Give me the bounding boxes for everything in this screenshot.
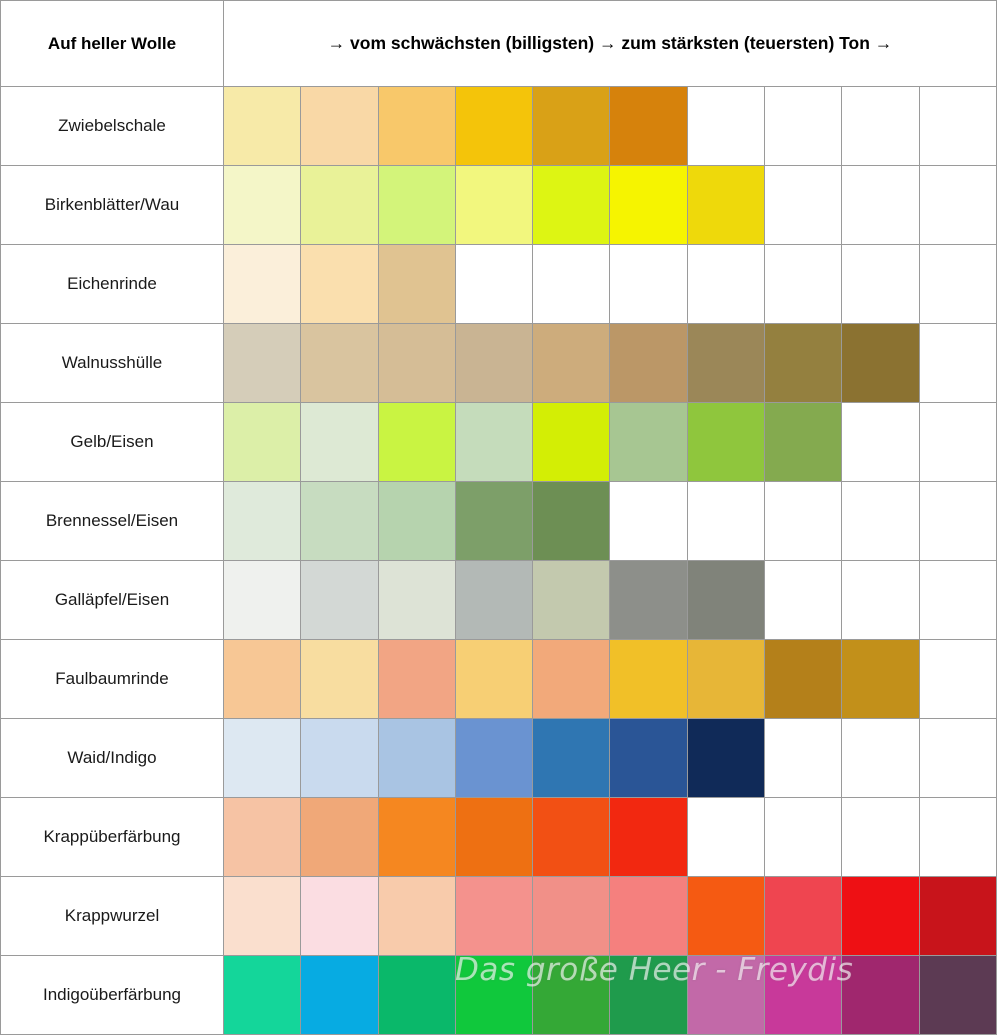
color-swatch xyxy=(610,166,687,245)
color-swatch xyxy=(533,87,610,166)
table-row xyxy=(1,166,997,245)
color-swatch xyxy=(842,798,919,877)
color-swatch xyxy=(455,719,532,798)
color-swatch xyxy=(378,245,455,324)
table-row xyxy=(1,640,997,719)
color-swatch xyxy=(224,87,301,166)
color-swatch xyxy=(301,324,378,403)
color-swatch xyxy=(378,166,455,245)
table-row xyxy=(1,956,997,1035)
color-swatch xyxy=(610,640,687,719)
color-swatch xyxy=(687,877,764,956)
color-swatch xyxy=(765,561,842,640)
color-swatch xyxy=(533,561,610,640)
color-swatch xyxy=(455,87,532,166)
row-label: Gelb/Eisen xyxy=(1,403,224,482)
color-swatch xyxy=(765,403,842,482)
color-swatch xyxy=(533,324,610,403)
color-swatch xyxy=(455,640,532,719)
color-swatch xyxy=(687,403,764,482)
color-swatch xyxy=(301,166,378,245)
color-swatch xyxy=(610,482,687,561)
color-swatch xyxy=(455,561,532,640)
color-swatch xyxy=(378,640,455,719)
row-label: Waid/Indigo xyxy=(1,719,224,798)
color-swatch xyxy=(610,245,687,324)
color-swatch xyxy=(610,798,687,877)
color-swatch xyxy=(301,719,378,798)
color-swatch xyxy=(378,561,455,640)
color-swatch xyxy=(455,798,532,877)
row-label: Eichenrinde xyxy=(1,245,224,324)
color-swatch xyxy=(919,245,996,324)
color-swatch xyxy=(610,956,687,1035)
color-swatch xyxy=(919,956,996,1035)
color-swatch xyxy=(301,245,378,324)
color-swatch xyxy=(919,482,996,561)
table-row xyxy=(1,719,997,798)
color-swatch xyxy=(687,640,764,719)
color-swatch xyxy=(455,403,532,482)
color-swatch xyxy=(842,877,919,956)
row-label: Krappwurzel xyxy=(1,877,224,956)
color-swatch xyxy=(842,87,919,166)
color-swatch xyxy=(842,719,919,798)
color-swatch xyxy=(378,798,455,877)
color-swatch xyxy=(919,324,996,403)
table-body xyxy=(1,1,997,1035)
row-label: Faulbaumrinde xyxy=(1,640,224,719)
color-swatch xyxy=(687,719,764,798)
table-row xyxy=(1,87,997,166)
color-swatch xyxy=(919,166,996,245)
color-swatch xyxy=(687,798,764,877)
color-swatch xyxy=(842,561,919,640)
color-swatch xyxy=(455,166,532,245)
color-swatch xyxy=(765,245,842,324)
color-swatch xyxy=(765,87,842,166)
color-swatch xyxy=(842,166,919,245)
color-swatch xyxy=(765,719,842,798)
row-label: Indigoüberfärbung xyxy=(1,956,224,1035)
color-swatch xyxy=(224,561,301,640)
color-swatch xyxy=(610,877,687,956)
color-swatch xyxy=(687,482,764,561)
color-swatch xyxy=(610,561,687,640)
color-swatch xyxy=(455,877,532,956)
row-label: Walnusshülle xyxy=(1,324,224,403)
color-swatch xyxy=(533,640,610,719)
row-label: Galläpfel/Eisen xyxy=(1,561,224,640)
color-swatch xyxy=(610,719,687,798)
watermark-text: Das große Heer - Freydis xyxy=(455,952,854,988)
color-swatch xyxy=(455,956,532,1035)
color-swatch xyxy=(842,324,919,403)
header-row-label: Auf heller Wolle xyxy=(1,1,224,87)
color-swatch xyxy=(455,324,532,403)
table-row xyxy=(1,482,997,561)
color-swatch xyxy=(224,245,301,324)
color-swatch xyxy=(765,166,842,245)
color-swatch xyxy=(765,324,842,403)
row-label: Birkenblätter/Wau xyxy=(1,166,224,245)
color-swatch xyxy=(224,640,301,719)
color-swatch xyxy=(687,166,764,245)
color-swatch xyxy=(224,877,301,956)
color-swatch xyxy=(301,798,378,877)
color-swatch xyxy=(610,87,687,166)
color-swatch xyxy=(842,245,919,324)
color-swatch xyxy=(378,403,455,482)
color-swatch xyxy=(378,877,455,956)
color-swatch xyxy=(610,403,687,482)
color-swatch xyxy=(224,403,301,482)
color-swatch xyxy=(842,482,919,561)
color-swatch xyxy=(301,482,378,561)
color-swatch xyxy=(765,640,842,719)
color-swatch xyxy=(610,324,687,403)
table-row xyxy=(1,877,997,956)
color-swatch xyxy=(842,403,919,482)
color-swatch xyxy=(687,324,764,403)
color-swatch xyxy=(533,956,610,1035)
table-row xyxy=(1,245,997,324)
row-label: Krappüberfärbung xyxy=(1,798,224,877)
color-swatch xyxy=(533,245,610,324)
table-row xyxy=(1,798,997,877)
color-swatch xyxy=(378,324,455,403)
color-swatch xyxy=(301,956,378,1035)
color-swatch xyxy=(919,561,996,640)
color-swatch xyxy=(533,798,610,877)
table-row xyxy=(1,403,997,482)
color-swatch xyxy=(455,245,532,324)
table-row xyxy=(1,561,997,640)
color-swatch xyxy=(842,640,919,719)
color-swatch xyxy=(533,403,610,482)
color-swatch xyxy=(687,561,764,640)
color-swatch xyxy=(919,403,996,482)
color-swatch xyxy=(765,482,842,561)
table-row xyxy=(1,324,997,403)
color-swatch xyxy=(378,956,455,1035)
color-swatch xyxy=(301,640,378,719)
color-swatch xyxy=(301,403,378,482)
header-axis-text: → vom schwächsten (billigsten) → zum stärksten (teuersten) Ton → xyxy=(224,1,997,87)
color-swatch xyxy=(533,877,610,956)
color-swatch xyxy=(842,956,919,1035)
color-swatch xyxy=(378,87,455,166)
row-label: Brennessel/Eisen xyxy=(1,482,224,561)
color-swatch xyxy=(378,719,455,798)
color-swatch xyxy=(919,719,996,798)
color-swatch xyxy=(765,798,842,877)
color-swatch xyxy=(301,87,378,166)
color-swatch xyxy=(533,482,610,561)
color-swatch xyxy=(687,956,764,1035)
color-swatch xyxy=(301,561,378,640)
row-label: Zwiebelschale xyxy=(1,87,224,166)
color-swatch xyxy=(224,482,301,561)
color-swatch xyxy=(919,798,996,877)
color-swatch xyxy=(533,719,610,798)
color-swatch xyxy=(919,87,996,166)
color-swatch xyxy=(687,245,764,324)
color-swatch xyxy=(919,640,996,719)
color-swatch xyxy=(224,798,301,877)
color-swatch xyxy=(224,719,301,798)
table-header-row xyxy=(1,1,997,87)
color-swatch xyxy=(919,877,996,956)
color-swatch xyxy=(301,877,378,956)
color-swatch xyxy=(533,166,610,245)
color-swatch xyxy=(224,956,301,1035)
color-swatch xyxy=(224,166,301,245)
color-swatch xyxy=(378,482,455,561)
color-swatch xyxy=(765,877,842,956)
color-swatch xyxy=(765,956,842,1035)
color-swatch xyxy=(687,87,764,166)
color-swatch xyxy=(224,324,301,403)
color-swatch xyxy=(455,482,532,561)
